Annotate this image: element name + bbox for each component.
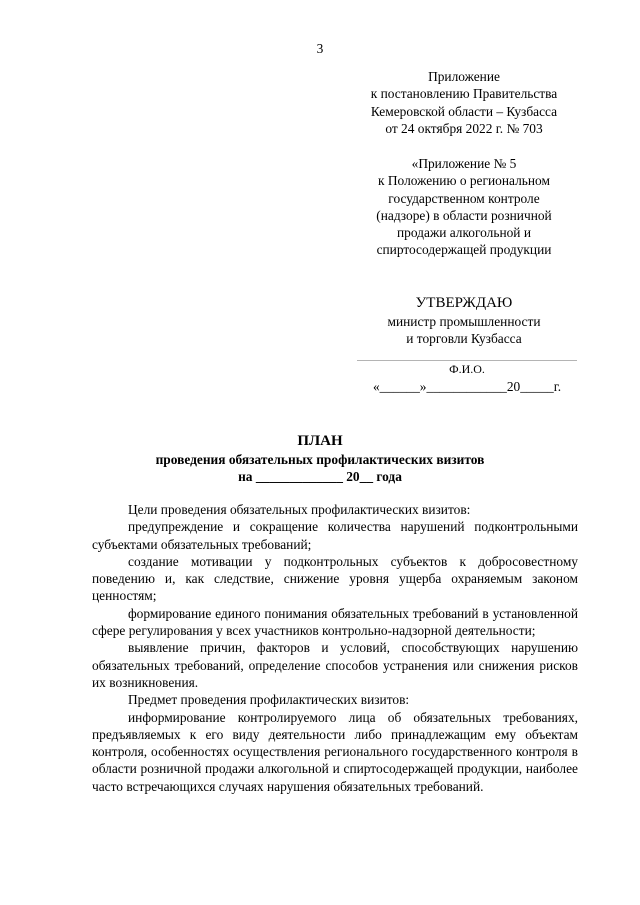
fio-caption: Ф.И.О. [449,362,485,376]
approval-block [334,294,594,348]
appendix-5-line: спиртосодержащей продукции [376,242,552,258]
plan-title-line-3: на _____________ 20__ года [238,469,402,485]
appendix-5-line: государственном контроле [388,190,540,206]
approval-line: и торговли Кузбасса [406,331,522,347]
document-body [92,501,578,795]
appendix-header [334,68,594,137]
appendix-5-line: (надзоре) в области розничной [376,207,552,223]
appendix-5-header [334,155,594,259]
page-number: 3 [316,41,324,56]
body-paragraph: формирование единого понимания обязательных требований в установленной сфере регулирования у всех участников контрольно-надзорной деятельности; [92,605,578,639]
appendix-line: к постановлению Правительства [370,86,558,102]
appendix-5-line: продажи алкогольной и [397,225,531,241]
body-paragraph: Цели проведения обязательных профилактических визитов: [128,502,471,517]
plan-title [62,432,578,486]
body-paragraph: создание мотивации у подконтрольных субъектов к добросовестному поведению и, как следствие, снижение уровня ущерба охраняемым законом ценностям; [92,553,578,604]
approval-line: министр промышленности [387,314,541,329]
plan-title-line-2: проведения обязательных профилактических визитов [155,452,485,467]
appendix-line: Приложение [428,69,500,84]
body-paragraph: информирование контролируемого лица об обязательных требованиях, предъявляемых к его виду деятельности либо принадлежащим ему объектам контроля, особенностях осуществления регионального государственного контроля в области розничной продажи алкогольной и спиртосодержащей продукции, наиболее часто встречающихся случаях нарушения обязательных требований. [92,709,578,794]
approval-title: УТВЕРЖДАЮ [415,295,513,311]
appendix-line: Кемеровской области – Кузбасса [370,103,558,119]
appendix-5-line: к Положению о региональном [378,173,550,189]
approval-date-line: «______»____________20_____г. [372,379,562,394]
body-paragraph: выявление причин, факторов и условий, способствующих нарушению обязательных требований, определение способов устранения или снижения рисков их возникновения. [92,640,578,690]
appendix-5-line: «Приложение № 5 [411,156,517,171]
plan-title-line-1: ПЛАН [297,433,343,449]
body-paragraph: Предмет проведения профилактических визитов: [128,692,410,708]
appendix-line: от 24 октября 2022 г. № 703 [385,120,543,136]
body-paragraph: предупреждение и сокращение количества нарушений подконтрольными субъектами обязательных требований; [92,519,578,552]
